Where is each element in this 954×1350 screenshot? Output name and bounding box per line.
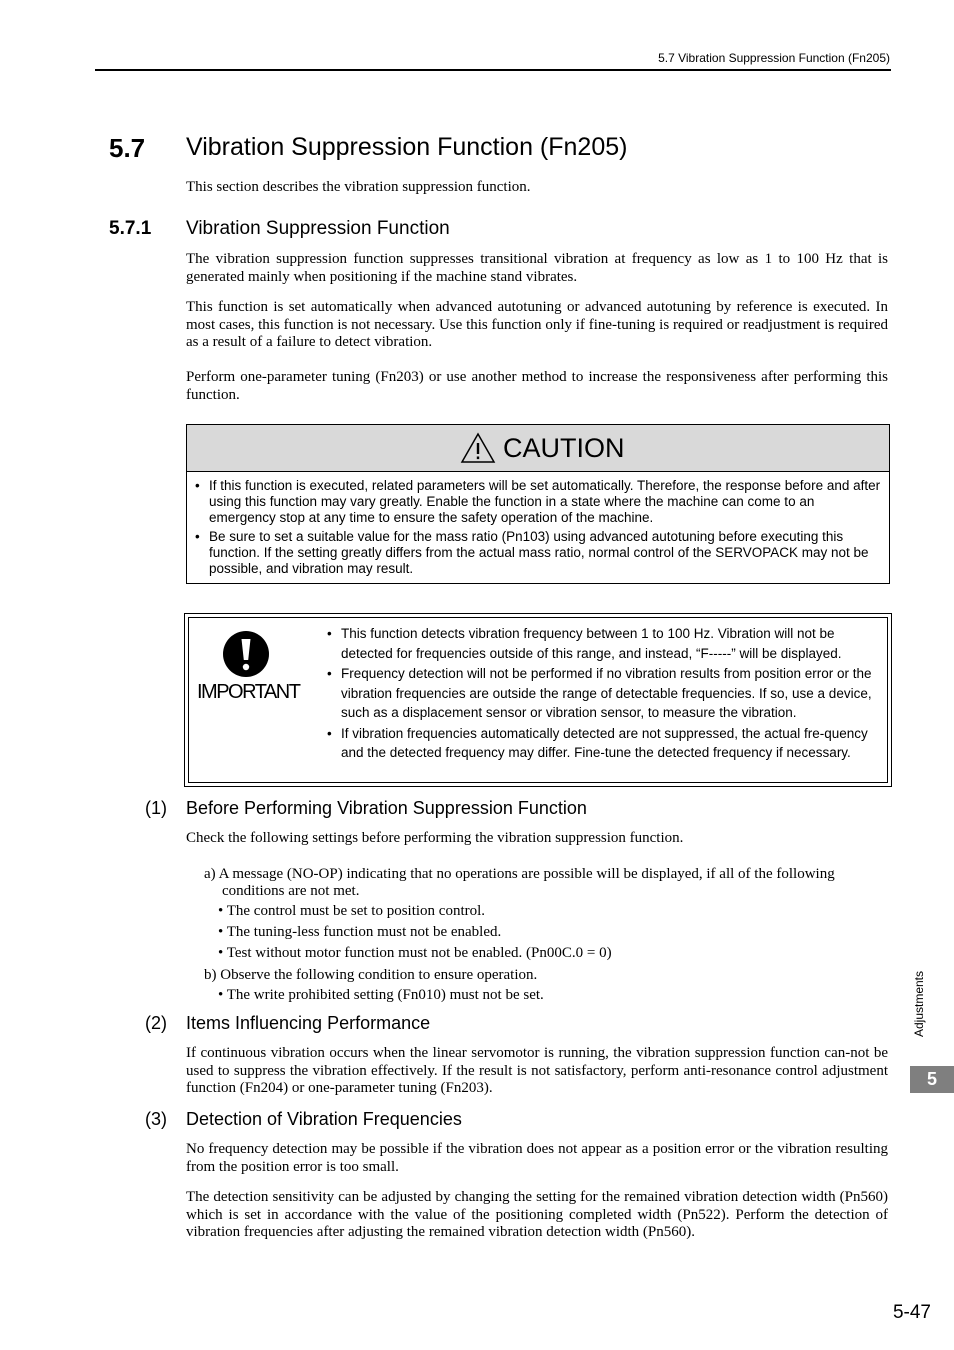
running-header: 5.7 Vibration Suppression Function (Fn205): [658, 51, 890, 65]
important-box: [184, 613, 892, 787]
part1-a-bullet: • The tuning-less function must not be enabled.: [218, 924, 502, 940]
part1-title: Before Performing Vibration Suppression Function: [186, 798, 587, 818]
part1-a-bullet: • Test without motor function must not be enabled. (Pn00C.0 = 0): [218, 945, 612, 961]
part3-paragraph-2: The detection sensitivity can be adjusted by changing the setting for the remained vibration detection width (Pn560) which is set in accordance with the value of the positioning completed width (Pn522). Perform the detection of vibration frequencies after adjusting the remained vibration detection width (Pn560).: [186, 1189, 888, 1240]
side-tab-number: 5: [910, 1066, 954, 1093]
caution-item: • Be sure to set a suitable value for the mass ratio (Pn103) using advanced autotuning before executing this function. If the setting greatly differs from the actual mass ratio, normal control of the SERVOPACK may not be possible, and vibration may result.: [195, 529, 881, 577]
subsection-paragraph-1: The vibration suppression function suppresses transitional vibration at frequency as low as 1 to 100 Hz that is generated mainly when positioning if the machine stand vibrates.: [186, 251, 888, 285]
warning-triangle-icon: [460, 432, 496, 464]
section-title: Vibration Suppression Function (Fn205): [186, 133, 628, 161]
subsection-paragraph-2: This function is set automatically when advanced autotuning or advanced autotuning by reference is executed. In most cases, this function is not necessary. Use this function only if fine-tuning is required or readjustment is required as a result of a failure to detect vibration.: [186, 299, 888, 350]
important-list: [327, 624, 883, 763]
subsection-title: Vibration Suppression Function: [186, 218, 450, 239]
important-inner-frame: [188, 617, 888, 783]
part3-heading: [145, 1109, 462, 1130]
part1-item-a-continued: conditions are not met.: [222, 883, 360, 899]
part1-heading: [145, 798, 587, 819]
caution-title: CAUTION: [503, 433, 625, 463]
caution-list: [195, 478, 881, 577]
important-item: • If vibration frequencies automatically detected are not suppressed, the actual fre-quency and the detected frequency may differ. Fine-tune the detected frequency if necessary.: [327, 724, 883, 763]
caution-item: • If this function is executed, related parameters will be set automatically. Therefore, the response before and after using this function may vary greatly. Enable the function in a state where the machine can come to an emergency stop at any time to ensure the safety operation of the machine.: [195, 478, 881, 526]
part3-paragraph-1: No frequency detection may be possible if the vibration does not appear as a position error or the vibration resulting from the position error is too small.: [186, 1141, 888, 1175]
subsection-number: 5.7.1: [109, 218, 152, 239]
part1-item-a: a) A message (NO-OP) indicating that no operations are possible will be displayed, if all of the following: [204, 866, 835, 882]
part2-heading: [145, 1013, 430, 1034]
caution-box: [186, 424, 890, 584]
part2-text: If continuous vibration occurs when the linear servomotor is running, the vibration suppression function can-not be used to suppress the vibration effectively. If the result is not satisfactory, perform anti-resonance control adjustment function (Fn204) or one-parameter tuning (Fn203).: [186, 1045, 888, 1096]
header-rule: [95, 69, 891, 71]
section-number: 5.7: [109, 133, 146, 163]
part2-title: Items Influencing Performance: [186, 1013, 431, 1033]
part2-number: (2): [145, 1013, 167, 1033]
caution-header: [187, 425, 889, 472]
exclamation-icon: [222, 630, 270, 678]
part3-number: (3): [145, 1109, 167, 1129]
important-item: • This function detects vibration frequency between 1 to 100 Hz. Vibration will not be detected for frequencies outside of this range, and instead, “F-----” will be displayed.: [327, 624, 883, 663]
subsection-paragraph-3: Perform one-parameter tuning (Fn203) or use another method to increase the responsiveness after performing this function.: [186, 369, 888, 403]
part1-number: (1): [145, 798, 167, 818]
important-item: • Frequency detection will not be performed if no vibration results from position error or the vibration frequencies are outside the range of detectable frequencies. If so, use a device, such as a displacement sensor or vibration sensor, to measure the vibration.: [327, 664, 883, 723]
important-label: IMPORTANT: [197, 681, 300, 703]
part1-item-b: b) Observe the following condition to ensure operation.: [204, 967, 538, 983]
part1-b-bullet: • The write prohibited setting (Fn010) must not be set.: [218, 987, 544, 1003]
side-tab-label: Adjustments: [912, 970, 926, 1038]
part3-title: Detection of Vibration Frequencies: [186, 1109, 462, 1129]
section-intro: This section describes the vibration suppression function.: [186, 179, 531, 195]
part1-intro: Check the following settings before performing the vibration suppression function.: [186, 830, 684, 846]
page-number: 5-47: [892, 1302, 931, 1323]
part1-a-bullet: • The control must be set to position control.: [218, 903, 486, 919]
